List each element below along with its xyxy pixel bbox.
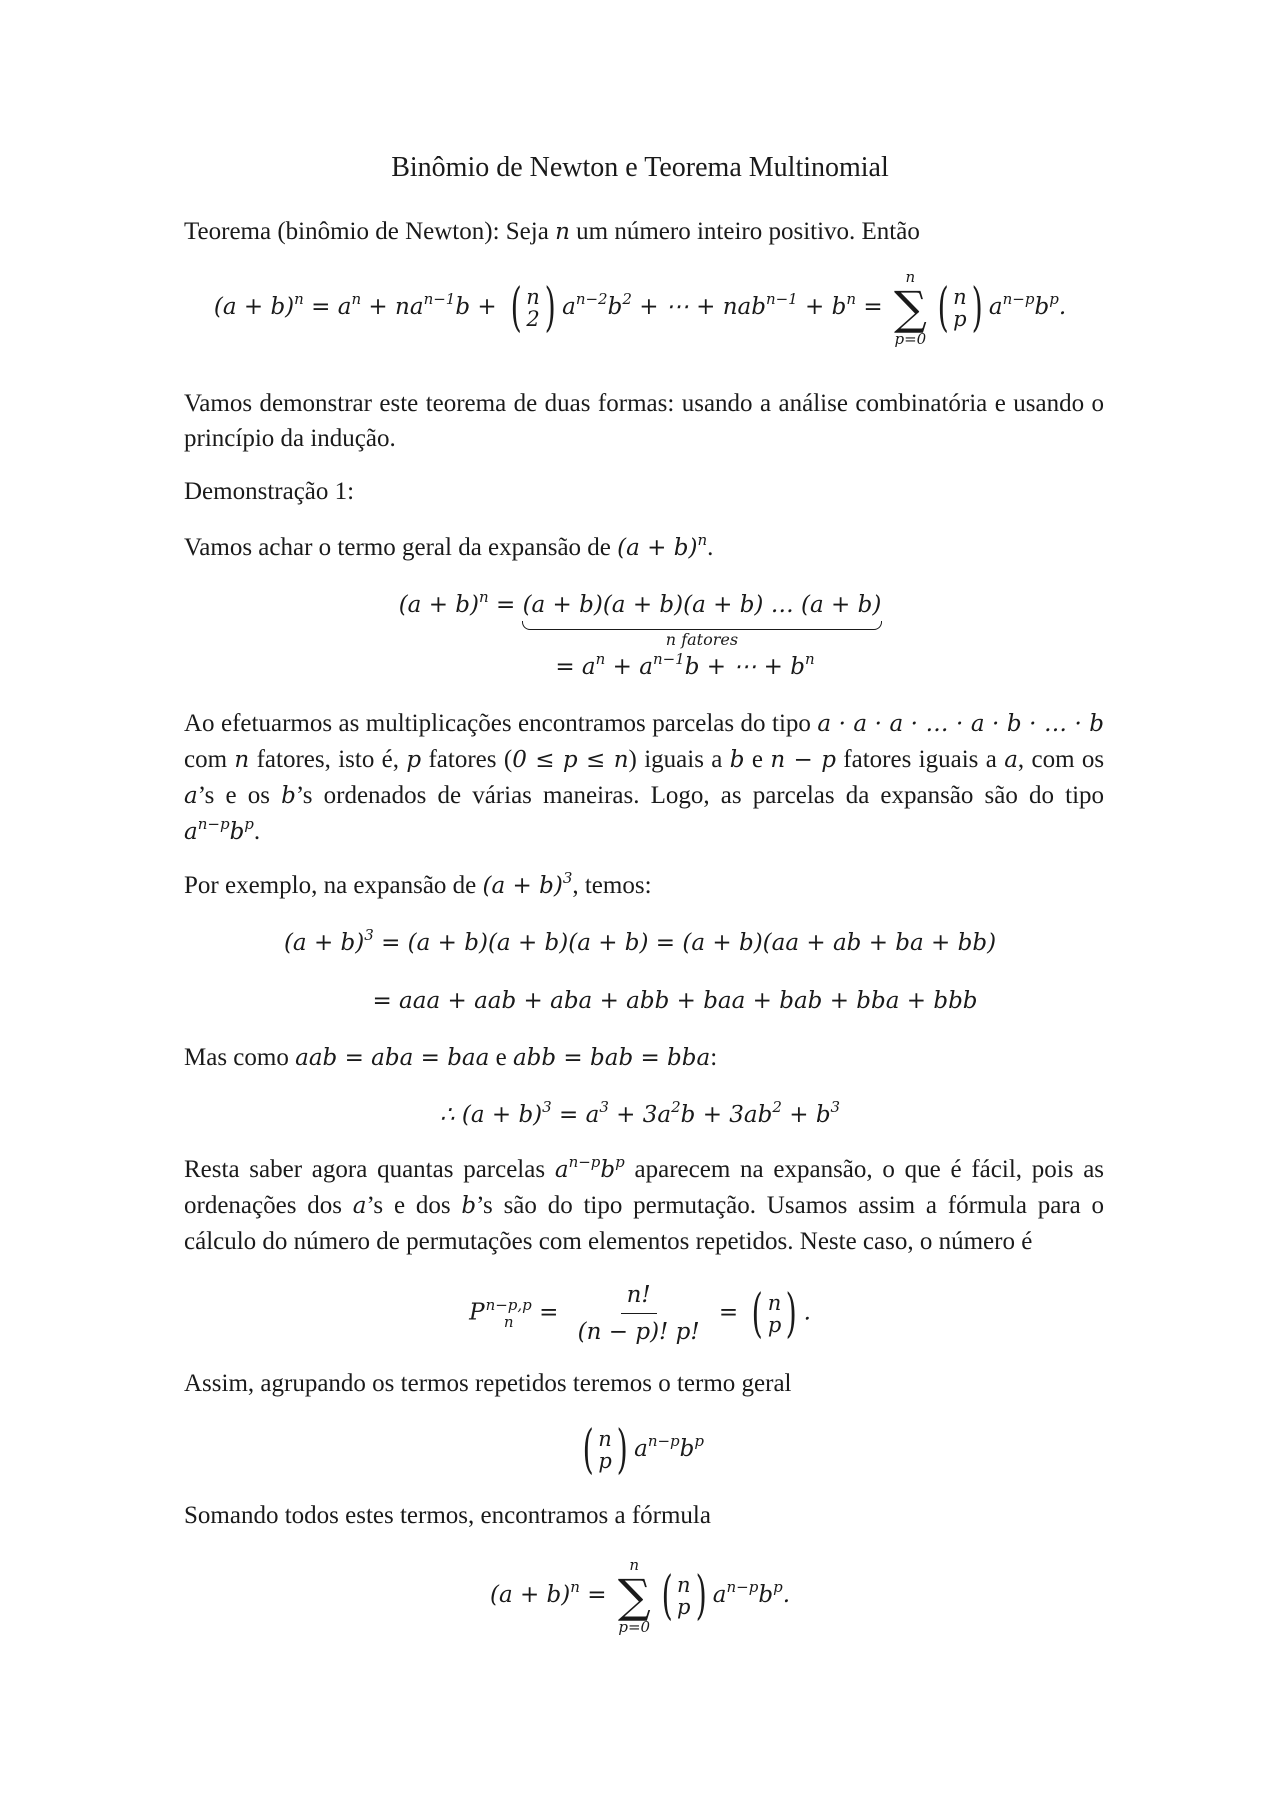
summation-sign: n ∑ p=0 (893, 268, 927, 348)
binomial-coefficient: ( n p ) (582, 1420, 628, 1480)
fraction: $\frac{n!}{(n - p)! p!}$ (577, 1282, 700, 1345)
expansion-sum-line: = $a^n + a^{n-1}b$ + ⋯ + $b^n$ (555, 650, 815, 680)
paragraph-general-term: Vamos achar o termo geral da expansão de $(a + b)^n$. (184, 531, 714, 561)
binomial-coefficient: ( n p ) (752, 1283, 798, 1344)
binomial-coefficient: ( n 2 ) (510, 278, 556, 338)
paragraph-multiplications: Ao efetuarmos as multiplicações encontramos parcelas do tipo a · a · a · … · a · b · … · b com n fatores, isto é, p fatores (0 ≤ p ≤ n) iguais a b e n − p fatores iguais a a, com os a’s e os b’s ordenados de várias maneiras. Logo, as parcelas da expansão são do tipo $a^{n-p}b^p$. (184, 710, 1105, 845)
paragraph-intro: Vamos demonstrar este teorema de duas formas: usando a análise combinatória e usando o princípio da indução. (184, 390, 1104, 452)
paragraph-equal-terms: Mas como aab = aba = baa e abb = bab = bba: (184, 1044, 718, 1071)
permutation-indices: n−p,p n (485, 1295, 532, 1331)
cube-expansion-line-1: $(a + b)^3 = (a + b)(a + b)(a + b) = (a + b)(aa$ + ab + ba + bb) (283, 926, 997, 956)
expansion-product-equation: $(a + b)^n$ = (a + b)(a + b)(a + b) … (a + b) n fatores (398, 588, 882, 649)
cube-result-equation: ∴ $(a + b)^3 = a^3 + 3a^2b + 3ab^2 + b^3$ (439, 1098, 841, 1128)
document-title: Binômio de Newton e Teorema Multinomial (391, 152, 889, 183)
paragraph-summing: Somando todos estes termos, encontramos a fórmula (184, 1502, 711, 1529)
theorem-statement: Teorema (binômio de Newton): Seja n um número inteiro positivo. Então (184, 218, 920, 245)
binomial-coefficient: ( n p ) (937, 278, 983, 338)
summation-sign: n ∑ p=0 (617, 1556, 651, 1636)
underbrace-n-factors: (a + b)(a + b)(a + b) … (a + b) n fatores (522, 592, 882, 649)
general-term-formula: ( n p ) $a^{n-p}b^p$ (0, 1424, 1280, 1476)
final-binomial-formula: $(a + b)^n$ = n ∑ p=0 ( n p ) $a^{n-p}b^p$. (489, 1556, 791, 1636)
binomial-theorem-equation: $(a + b)^n = a^n + na^{n-1}b$ + ( n 2 ) $a^{n-2}b^2$ + ⋯ + $nab^{n-1} + b^n$ = n ∑ p=0 ( n p ) $a^{n-p}b^p$. (213, 268, 1067, 348)
permutation-formula: P n−p,p n = $\frac{n!}{(n - p)! p!}$ = ( n p ) . (469, 1282, 811, 1345)
paragraph-example: Por exemplo, na expansão de $(a + b)^3$, temos: (184, 869, 652, 899)
demonstration-label: Demonstração 1: (184, 478, 355, 505)
binomial-coefficient: ( n p ) (661, 1566, 707, 1626)
paragraph-permutation: Resta saber agora quantas parcelas $a^{n-p}b^p$ aparecem na expansão, o que é fácil, pois as ordenações dos a’s e dos b’s são do tipo permutação. Usamos assim a fórmula para o cálculo do número de permutações com elementos repetidos. Neste caso, o número é (184, 1153, 1105, 1255)
paragraph-grouping: Assim, agrupando os termos repetidos teremos o termo geral (184, 1370, 792, 1397)
cube-expansion-line-2: = aaa + aab + aba + abb + baa + bab + bba + bbb (372, 988, 978, 1014)
